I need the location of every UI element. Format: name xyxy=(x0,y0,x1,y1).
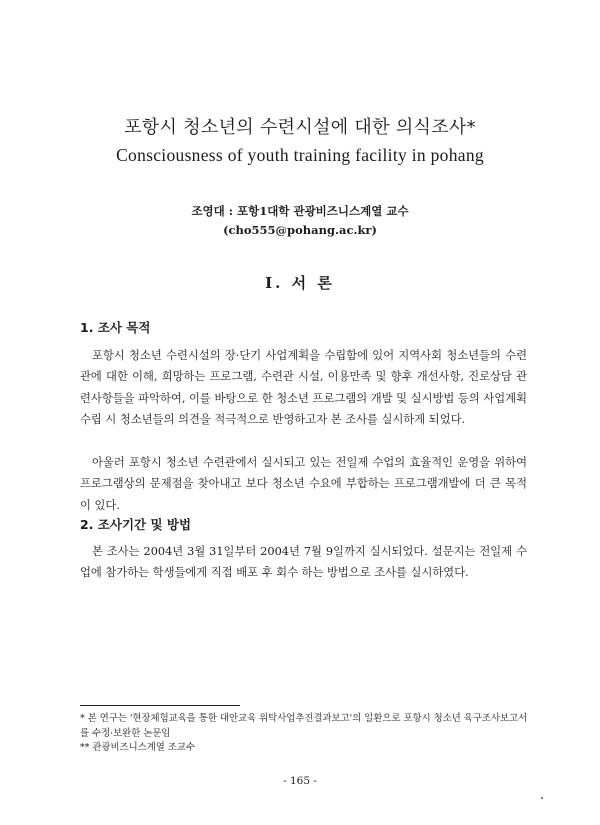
paper-title-english: Consciousness of youth training facility in pohang xyxy=(116,145,484,165)
paragraph-purpose-1: 포항시 청소년 수련시설의 장·단기 사업계획을 수립함에 있어 지역사회 청소년들의 수련관에 대한 이해, 희망하는 프로그램, 수련관 시설, 이용만족 및 향후 개선사항, 진로상담 관련사항들을 파악하여, 이를 바탕으로 한 청소년 프로그램의 개발 및 실시방법 등의 사업계획 수립 시 청소년들의 의견을 적극적으로 반영하고자 본 조사를 실시하게 되었다. xyxy=(80,349,527,427)
subsection-heading-purpose: 1. 조사 목적 xyxy=(80,320,151,335)
subsection-heading-method: 2. 조사기간 및 방법 xyxy=(80,517,192,532)
footnote-2: ** 관광비즈니스계열 조교수 xyxy=(80,742,195,753)
page-number: - 165 - xyxy=(283,775,317,787)
author-affiliation: 조영대 : 포항1대학 관광비즈니스계열 교수 xyxy=(191,204,409,218)
section-title: I. 서 론 xyxy=(265,274,335,292)
footnote-1: * 본 연구는 '현장체험교육을 통한 대안교육 위탁사업추진결과보고'의 일환으로 포항시 청소년 육구조사보고서를 수정·보완한 논문임 xyxy=(80,713,528,739)
paper-title-korean: 포항시 청소년의 수련시설에 대한 의식조사* xyxy=(124,117,476,138)
footnote-divider xyxy=(80,705,240,706)
paragraph-purpose-2: 아울러 포항시 청소년 수련관에서 실시되고 있는 전일제 수업의 효율적인 운영을 위하여 프로그램상의 문제점을 찾아내고 보다 청소년 수요에 부합하는 프로그램개발에 더 큰 목적이 있다. xyxy=(80,456,527,512)
paragraph-method-1: 본 조사는 2004년 3월 31일부터 2004년 7월 9일까지 실시되었다. 설문지는 전일제 수업에 참가하는 학생들에게 직접 배포 후 회수 하는 방법으로 조사를 실시하였다. xyxy=(80,545,527,580)
scan-speck xyxy=(541,797,543,799)
author-email: (cho555@pohang.ac.kr) xyxy=(223,223,377,237)
author-block xyxy=(0,202,600,240)
